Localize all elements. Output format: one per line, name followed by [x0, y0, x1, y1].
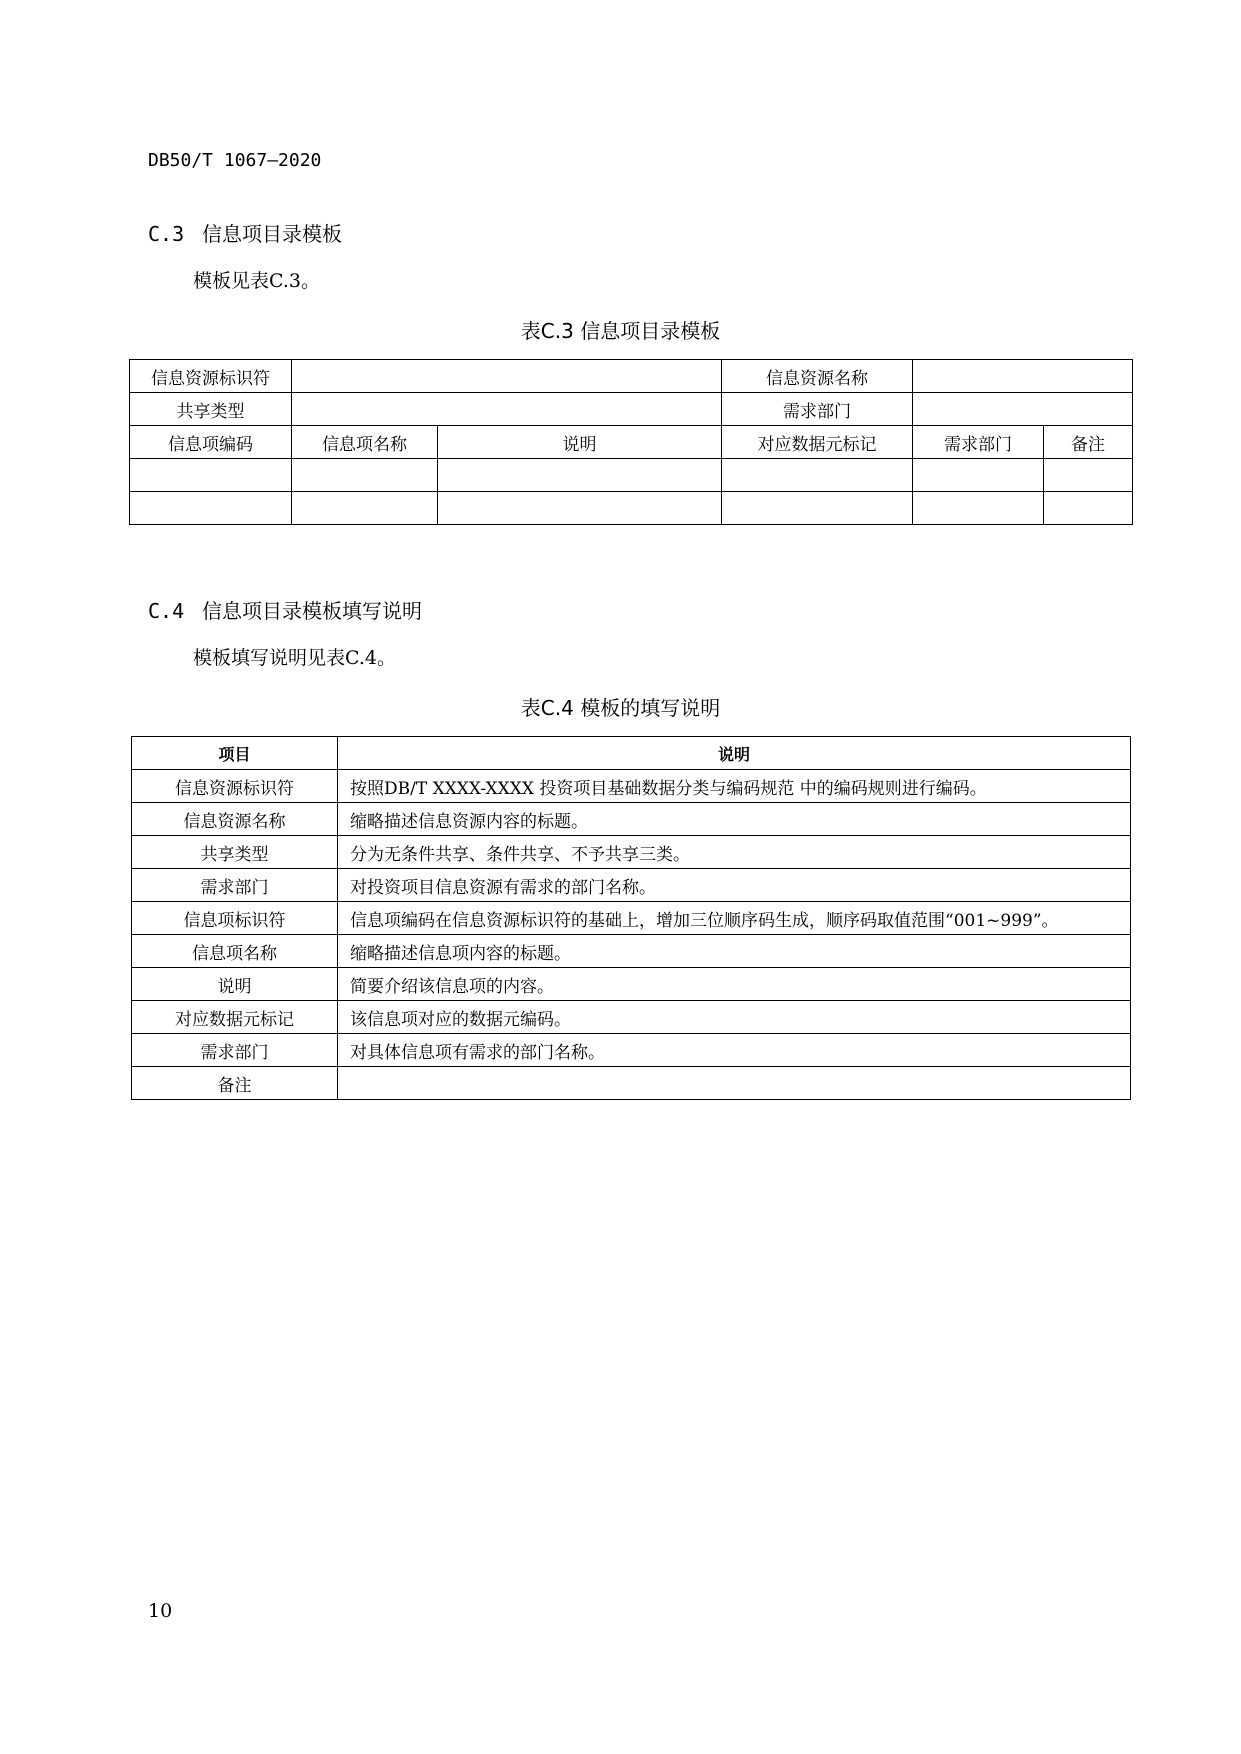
table-cell	[438, 459, 722, 492]
table-row	[132, 935, 1131, 968]
description-cell: 简要介绍该信息项的内容。	[338, 968, 1131, 1001]
table-c4-caption: 表C.4 模板的填写说明	[520, 696, 721, 720]
table-header-row	[130, 426, 1133, 459]
table-row	[130, 492, 1133, 525]
description-cell: 对具体信息项有需求的部门名称。	[338, 1034, 1131, 1067]
item-cell: 信息项标识符	[132, 902, 338, 935]
table-row	[130, 459, 1133, 492]
table-c4	[131, 736, 1131, 1100]
table-cell: 需求部门	[722, 393, 913, 426]
description-cell: 按照DB/T XXXX-XXXX 投资项目基础数据分类与编码规范 中的编码规则进行编码。	[338, 770, 1131, 803]
section-c4-paragraph: 模板填写说明见表C.4。	[193, 647, 396, 669]
table-cell	[1044, 459, 1133, 492]
table-cell	[913, 360, 1133, 393]
table-row	[132, 1067, 1131, 1100]
table-row	[132, 968, 1131, 1001]
section-c3-title: 信息项目录模板	[202, 222, 342, 246]
table-row	[132, 836, 1131, 869]
column-header: 说明	[338, 737, 1131, 770]
item-cell: 共享类型	[132, 836, 338, 869]
table-row	[132, 803, 1131, 836]
page-number: 10	[148, 1600, 173, 1622]
table-row	[132, 1034, 1131, 1067]
description-cell: 该信息项对应的数据元编码。	[338, 1001, 1131, 1034]
table-cell: 共享类型	[130, 393, 292, 426]
document-code: DB50/T 1067—2020	[148, 150, 322, 171]
description-cell: 缩略描述信息项内容的标题。	[338, 935, 1131, 968]
table-cell	[130, 459, 292, 492]
section-c4-heading	[148, 595, 422, 624]
table-c3	[129, 359, 1133, 525]
table-cell	[292, 360, 722, 393]
column-header: 项目	[132, 737, 338, 770]
table-row	[130, 393, 1133, 426]
description-cell: 缩略描述信息资源内容的标题。	[338, 803, 1131, 836]
section-c4-number: C.4	[148, 599, 185, 623]
table-c3-caption: 表C.3 信息项目录模板	[520, 319, 721, 343]
column-header: 备注	[1044, 426, 1133, 459]
item-cell: 对应数据元标记	[132, 1001, 338, 1034]
item-cell: 需求部门	[132, 1034, 338, 1067]
table-cell	[722, 492, 913, 525]
table-cell	[913, 459, 1044, 492]
section-c3-number: C.3	[148, 222, 185, 246]
table-cell	[722, 459, 913, 492]
section-c3-paragraph: 模板见表C.3。	[193, 270, 320, 292]
table-header-row	[132, 737, 1131, 770]
table-row	[132, 770, 1131, 803]
table-cell	[913, 393, 1133, 426]
table-cell	[292, 459, 438, 492]
section-c3-heading	[148, 218, 342, 247]
column-header: 信息项编码	[130, 426, 292, 459]
item-cell: 信息项名称	[132, 935, 338, 968]
description-cell	[338, 1067, 1131, 1100]
column-header: 对应数据元标记	[722, 426, 913, 459]
column-header: 信息项名称	[292, 426, 438, 459]
item-cell: 需求部门	[132, 869, 338, 902]
table-cell	[438, 492, 722, 525]
table-cell	[292, 393, 722, 426]
table-row	[132, 1001, 1131, 1034]
section-c4-title: 信息项目录模板填写说明	[202, 599, 422, 623]
description-cell: 信息项编码在信息资源标识符的基础上，增加三位顺序码生成，顺序码取值范围“001~999”。	[338, 902, 1131, 935]
table-row	[132, 869, 1131, 902]
item-cell: 备注	[132, 1067, 338, 1100]
column-header: 需求部门	[913, 426, 1044, 459]
column-header: 说明	[438, 426, 722, 459]
table-row	[130, 360, 1133, 393]
table-cell	[913, 492, 1044, 525]
description-cell: 分为无条件共享、条件共享、不予共享三类。	[338, 836, 1131, 869]
item-cell: 信息资源标识符	[132, 770, 338, 803]
table-row	[132, 902, 1131, 935]
table-cell: 信息资源名称	[722, 360, 913, 393]
description-cell: 对投资项目信息资源有需求的部门名称。	[338, 869, 1131, 902]
item-cell: 信息资源名称	[132, 803, 338, 836]
table-cell	[1044, 492, 1133, 525]
table-cell	[130, 492, 292, 525]
item-cell: 说明	[132, 968, 338, 1001]
table-cell	[292, 492, 438, 525]
table-cell: 信息资源标识符	[130, 360, 292, 393]
